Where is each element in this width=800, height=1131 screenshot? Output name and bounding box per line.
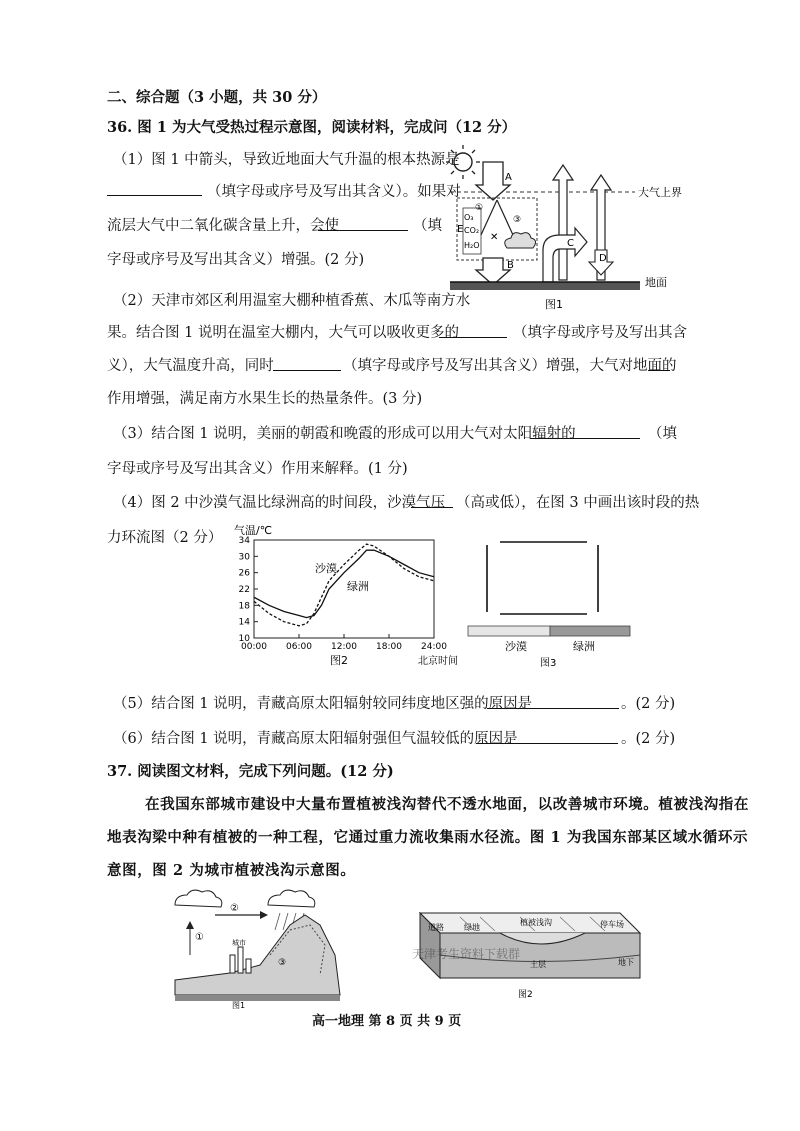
- svg-text:C: C: [567, 238, 574, 249]
- chart-caption: 图2: [330, 654, 348, 667]
- q36-4-line1b: （高或低），在图 3 中画出该时段的热: [456, 495, 700, 511]
- q36-stem: 36. 图 1 为大气受热过程示意图，阅读材料，完成问（12 分）: [107, 119, 517, 136]
- q37-fig1-water-cycle: [170, 885, 345, 1010]
- y-tick-label: 10: [238, 634, 250, 644]
- q36-3-line1a: （3）结合图 1 说明，美丽的朝霞和晚霞的形成可以用大气对太阳辐射的: [113, 426, 576, 442]
- q36-2-line2b: （填字母或序号及写出其含: [513, 325, 687, 341]
- q36-3-line1b: （填: [648, 426, 677, 442]
- fig2-temperature-chart: [222, 520, 462, 670]
- q36-1-line4: 字母或序号及写出其含义）增强。(2 分): [107, 252, 365, 268]
- svg-text:D: D: [599, 253, 607, 264]
- svg-text:停车场: 停车场: [600, 920, 624, 929]
- section-title: 二、综合题（3 小题，共 30 分）: [107, 89, 327, 106]
- svg-text:③: ③: [513, 215, 522, 225]
- answer-blank[interactable]: [487, 694, 619, 713]
- answer-blank[interactable]: [318, 216, 408, 235]
- q36-4-line2: 力环流图（2 分）: [107, 530, 223, 546]
- svg-text:土层: 土层: [530, 960, 546, 969]
- q37-fig2-vegetated-swale: [400, 893, 645, 1003]
- label-ground: 地面: [645, 276, 667, 289]
- svg-text:城市: 城市: [232, 939, 246, 947]
- label-top-of-atmosphere: 大气上界: [638, 186, 682, 199]
- answer-blank[interactable]: [476, 729, 618, 748]
- svg-text:O₃: O₃: [464, 213, 474, 222]
- fig3-circulation-box: [465, 530, 635, 670]
- answer-blank[interactable]: [648, 356, 670, 375]
- fig3-right-label: 绿洲: [573, 640, 595, 653]
- fig3-left-label: 沙漠: [505, 640, 527, 653]
- series-label-oasis: 绿洲: [347, 580, 369, 593]
- y-tick-label: 26: [238, 568, 250, 579]
- plot-frame: [254, 540, 434, 638]
- q37-stem: 37. 阅读图文材料，完成下列问题。(12 分): [107, 763, 394, 780]
- page-footer: 高一地理 第 8 页 共 9 页: [312, 1014, 462, 1029]
- answer-blank[interactable]: [530, 424, 640, 443]
- x-tick-label: 18:00: [376, 642, 402, 652]
- x-tick-label: 00:00: [241, 642, 267, 652]
- q36-4-line1a: （4）图 2 中沙漠气温比绿洲高的时间段，沙漠气压: [113, 495, 446, 511]
- svg-text:道路: 道路: [428, 923, 444, 932]
- q36-3-line2: 字母或序号及写出其含义）作用来解释。(1 分): [107, 461, 408, 477]
- q37-fig2-caption: 图2: [518, 990, 533, 1000]
- q36-1-line2: （填字母或序号及写出其含义）。如果对: [207, 184, 461, 200]
- answer-blank[interactable]: [439, 323, 507, 342]
- svg-text:CO₂: CO₂: [464, 226, 480, 235]
- label-E: E: [457, 224, 464, 235]
- fig1-atmosphere-diagram: [435, 140, 682, 315]
- svg-text:地下: 地下: [618, 958, 634, 967]
- y-tick-label: 18: [238, 601, 250, 612]
- svg-text:✕: ✕: [490, 232, 499, 243]
- y-tick-label: 22: [238, 585, 250, 595]
- fig1-caption: 图1: [545, 298, 563, 311]
- x-tick-label: 24:00: [421, 642, 447, 652]
- q36-6: （6）结合图 1 说明，青藏高原太阳辐射强但气温较低的原因是: [113, 731, 518, 747]
- q36-5: （5）结合图 1 说明，青藏高原太阳辐射较同纬度地区强的原因是: [113, 696, 533, 712]
- fig3-caption: 图3: [540, 658, 557, 669]
- q36-2-line3a: 义），大气温度升高，同时: [107, 358, 274, 374]
- x-tick-label: 06:00: [286, 642, 312, 652]
- chart-xlabel: 北京时间: [418, 656, 458, 667]
- q37-para-line3: 意图，图 2 为城市植被浅沟示意图。: [107, 862, 356, 879]
- y-tick-label: 30: [238, 552, 250, 563]
- svg-text:绿地: 绿地: [464, 923, 480, 932]
- q36-2-line3b: （填字母或序号及写出其含义）增强，大气对地面的: [343, 358, 677, 374]
- svg-text:植被浅沟: 植被浅沟: [520, 918, 552, 927]
- q36-5-end: 。(2 分): [621, 696, 676, 712]
- svg-text:A: A: [505, 172, 512, 183]
- q36-6-end: 。(2 分): [621, 731, 676, 747]
- chart-ylabel: 气温/℃: [234, 524, 273, 537]
- q36-2-line2a: 果。结合图 1 说明在温室大棚内，大气可以吸收更多的: [107, 325, 459, 341]
- series-line-oasis: [254, 550, 434, 617]
- svg-text:H₂O: H₂O: [464, 241, 480, 250]
- q37-fig1-caption: 图1: [232, 1001, 246, 1010]
- q36-1-line1: （1）图 1 中箭头，导致近地面大气升温的根本热源是: [113, 152, 460, 168]
- answer-blank[interactable]: [273, 356, 341, 375]
- q36-2-line4: 作用增强，满足南方水果生长的热量条件。(3 分): [107, 391, 423, 407]
- svg-text:②: ②: [230, 903, 239, 914]
- x-tick-label: 12:00: [331, 642, 357, 652]
- answer-blank[interactable]: [107, 181, 202, 200]
- series-line-desert: [254, 544, 434, 626]
- answer-blank[interactable]: [411, 493, 453, 512]
- svg-text:B: B: [507, 260, 514, 271]
- q37-para-line1: 在我国东部城市建设中大量布置植被浅沟替代不透水地面，以改善城市环境。植被浅沟指在: [145, 796, 749, 813]
- q36-1-line3a: 流层大气中二氧化碳含量上升，会使: [107, 218, 339, 234]
- svg-text:①: ①: [195, 932, 204, 943]
- svg-text:③: ③: [278, 958, 287, 968]
- watermark: 天津考生资料下载群: [412, 947, 521, 961]
- q37-para-line2: 地表沟梁中种有植被的一种工程，它通过重力流收集雨水径流。图 1 为我国东部某区域水循环示: [107, 829, 749, 846]
- q36-1-line3b: （填: [413, 218, 442, 234]
- series-label-desert: 沙漠: [315, 562, 337, 575]
- sun-icon: [446, 145, 480, 179]
- y-tick-label: 14: [238, 617, 250, 628]
- q36-2-line1: （2）天津市郊区利用温室大棚种植香蕉、木瓜等南方水: [113, 293, 471, 309]
- svg-text:①: ①: [475, 203, 484, 213]
- y-tick-label: 34: [238, 536, 250, 546]
